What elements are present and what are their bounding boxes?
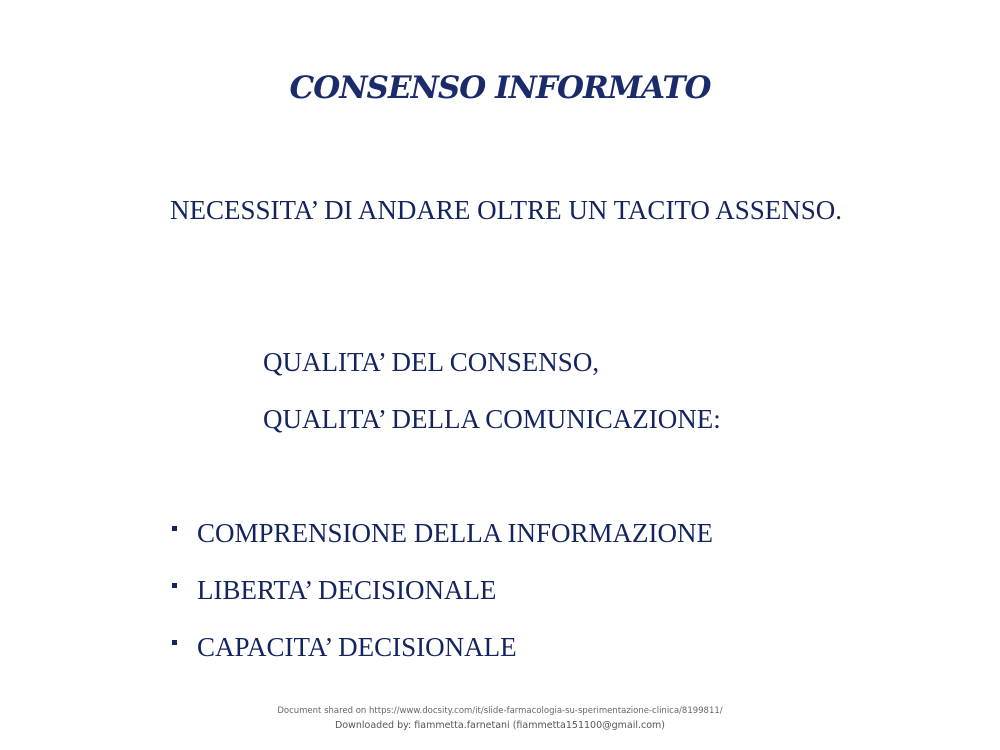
quality-line-communication: QUALITA’ DELLA COMUNICAZIONE: — [263, 404, 721, 434]
footer-shared-link[interactable]: Document shared on https://www.docsity.com/it/slide-farmacologia-su-sperimentazione-clinica/8199811/ — [277, 706, 723, 716]
bullet-square-icon — [172, 583, 177, 588]
bullet-text: CAPACITA’ DECISIONALE — [197, 632, 517, 662]
slide-title: CONSENSO INFORMATO — [289, 70, 711, 106]
bullet-text: COMPRENSIONE DELLA INFORMAZIONE — [197, 518, 714, 548]
quality-line-consent: QUALITA’ DEL CONSENSO, — [263, 347, 600, 377]
bullet-square-icon — [172, 640, 177, 645]
bullet-square-icon — [172, 526, 177, 531]
intro-paragraph: NECESSITA’ DI ANDARE OLTRE UN TACITO ASSENSO. — [170, 195, 842, 225]
footer-downloaded-by: Downloaded by: fiammetta.farnetani (fiammetta151100@gmail.com) — [334, 720, 666, 731]
bullet-text: LIBERTA’ DECISIONALE — [197, 575, 497, 605]
